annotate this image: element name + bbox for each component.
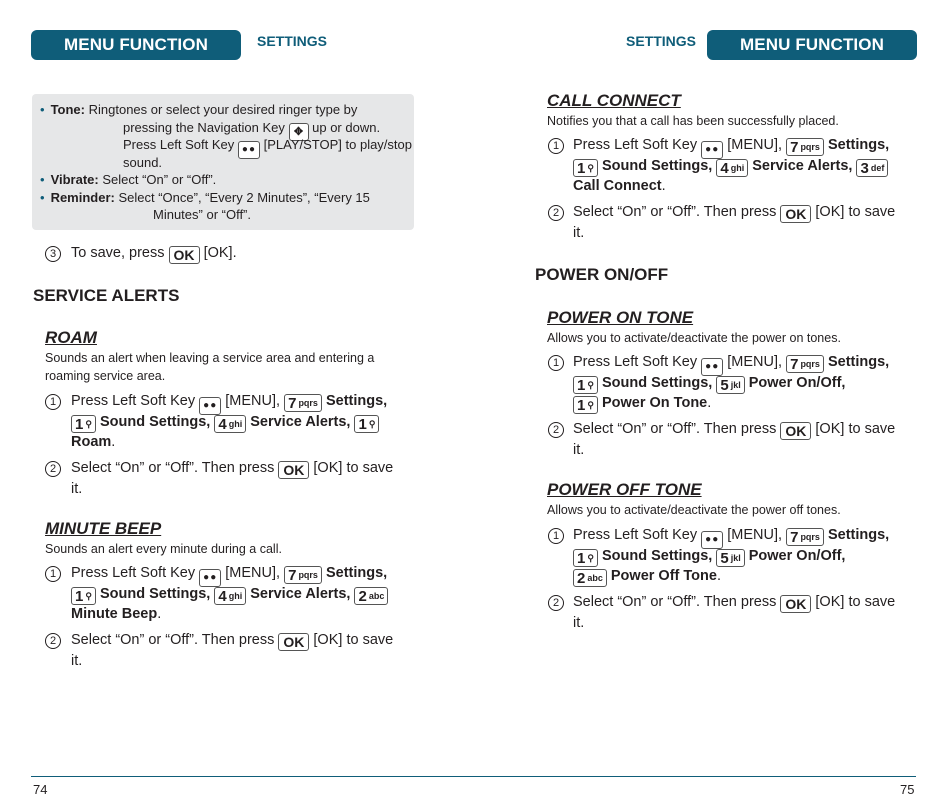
ok-key-icon: OK (169, 246, 200, 264)
left-soft-key-icon: ●● (701, 531, 723, 549)
step-number: 1 (45, 394, 61, 410)
step-number: 2 (45, 461, 61, 477)
call-connect-step1-line3: Call Connect. (573, 178, 666, 194)
settings-section-tag: SETTINGS (626, 33, 697, 49)
roam-description-2: roaming service area. (45, 369, 166, 383)
bullet-vibrate: • Vibrate: Select “On” or “Off”. (40, 172, 217, 187)
roam-step2-line1: Select “On” or “Off”. Then press OK [OK] to save (71, 460, 394, 478)
service-alerts-heading: SERVICE ALERTS (33, 286, 180, 305)
roam-description-1: Sounds an alert when leaving a service area and entering a (45, 351, 375, 365)
page-number: 74 (33, 782, 48, 797)
power-off-step1-line1: Press Left Soft Key ●● [MENU], 7 pqrs Settings, (573, 525, 889, 549)
step-number: 2 (548, 205, 564, 221)
minute-beep-step1-line3: Minute Beep. (71, 606, 162, 622)
bullet-tone: • Tone: Ringtones or select your desired ringer type by (40, 102, 358, 117)
left-soft-key-icon: ●● (199, 397, 221, 415)
call-connect-step1-line2: 1 ⚲ Sound Settings, 4 ghi Service Alerts, 3 def (573, 156, 888, 177)
call-connect-step2-line1: Select “On” or “Off”. Then press OK [OK] to save (573, 204, 896, 222)
left-soft-key-icon: ●● (238, 141, 260, 159)
power-on-off-heading: POWER ON/OFF (535, 265, 669, 284)
minute-beep-description: Sounds an alert every minute during a call. (45, 542, 282, 556)
power-on-step1-line3: 1 ⚲ Power On Tone. (573, 393, 711, 414)
power-off-step2-line2: it. (573, 614, 585, 631)
roam-step2-line2: it. (71, 480, 83, 497)
roam-heading: ROAM (45, 328, 97, 347)
minute-beep-step2-line2: it. (71, 652, 83, 669)
left-soft-key-icon: ●● (701, 141, 723, 159)
call-connect-step1-line1: Press Left Soft Key ●● [MENU], 7 pqrs Settings, (573, 135, 889, 159)
page-number: 75 (900, 782, 915, 797)
menu-function-banner: MENU FUNCTION (31, 30, 241, 60)
right-page (475, 0, 950, 812)
bullet-tone-line4: sound. (123, 154, 163, 170)
power-on-step2-line2: it. (573, 441, 585, 458)
menu-function-banner: MENU FUNCTION (707, 30, 917, 60)
footer-divider (31, 776, 475, 777)
bullet-reminder: • Reminder: Select “Once”, “Every 2 Minutes”, “Every 15 (40, 189, 370, 205)
power-off-tone-description: Allows you to activate/deactivate the power off tones. (547, 503, 841, 517)
bullet-reminder-line2: Minutes” or “Off”. (153, 207, 252, 222)
step-number: 2 (45, 633, 61, 649)
navigation-key-icon: ✥ (289, 123, 309, 141)
call-connect-step2-line2: it. (573, 224, 585, 241)
power-off-step2-line1: Select “On” or “Off”. Then press OK [OK] to save (573, 594, 896, 612)
step-number: 2 (548, 595, 564, 611)
minute-beep-step2-line1: Select “On” or “Off”. Then press OK [OK] to save (71, 632, 394, 650)
step-number: 1 (45, 566, 61, 582)
power-off-step1-line2: 1 ⚲ Sound Settings, 5 jkl Power On/Off, (573, 546, 845, 567)
step-number: 1 (548, 355, 564, 371)
minute-beep-step1-line1: Press Left Soft Key ●● [MENU], 7 pqrs Settings, (71, 563, 387, 587)
power-on-step1-line2: 1 ⚲ Sound Settings, 5 jkl Power On/Off, (573, 373, 845, 394)
minute-beep-step1-line2: 1 ⚲ Sound Settings, 4 ghi Service Alerts, 2 abc (71, 584, 388, 605)
left-soft-key-icon: ●● (199, 569, 221, 587)
step-number: 3 (45, 246, 61, 262)
roam-step1-line2: 1 ⚲ Sound Settings, 4 ghi Service Alerts, 1 ⚲ (71, 412, 379, 433)
roam-step1-line3: Roam. (71, 434, 116, 450)
footer-divider (475, 776, 916, 777)
left-soft-key-icon: ●● (701, 358, 723, 376)
settings-section-tag: SETTINGS (257, 33, 328, 49)
bullet-tone-line3: Press Left Soft Key ●● [PLAY/STOP] to play/stop (123, 136, 453, 159)
power-on-tone-heading: POWER ON TONE (547, 308, 694, 327)
step-number: 1 (548, 528, 564, 544)
power-on-step1-line1: Press Left Soft Key ●● [MENU], 7 pqrs Settings, (573, 352, 889, 376)
bullet-tone-line2: pressing the Navigation Key ✥ up or down. (123, 119, 453, 141)
power-off-tone-heading: POWER OFF TONE (547, 480, 702, 499)
power-off-step1-line3: 2 abc Power Off Tone. (573, 566, 721, 587)
step-number: 2 (548, 422, 564, 438)
power-on-step2-line1: Select “On” or “Off”. Then press OK [OK] to save (573, 421, 896, 439)
roam-step1-line1: Press Left Soft Key ●● [MENU], 7 pqrs Settings, (71, 391, 387, 415)
save-instruction: To save, press OK [OK]. (71, 245, 237, 263)
step-number: 1 (548, 138, 564, 154)
call-connect-description: Notifies you that a call has been successfully placed. (547, 114, 839, 128)
minute-beep-heading: MINUTE BEEP (45, 519, 162, 538)
power-on-tone-description: Allows you to activate/deactivate the power on tones. (547, 331, 841, 345)
call-connect-heading: CALL CONNECT (547, 91, 681, 110)
